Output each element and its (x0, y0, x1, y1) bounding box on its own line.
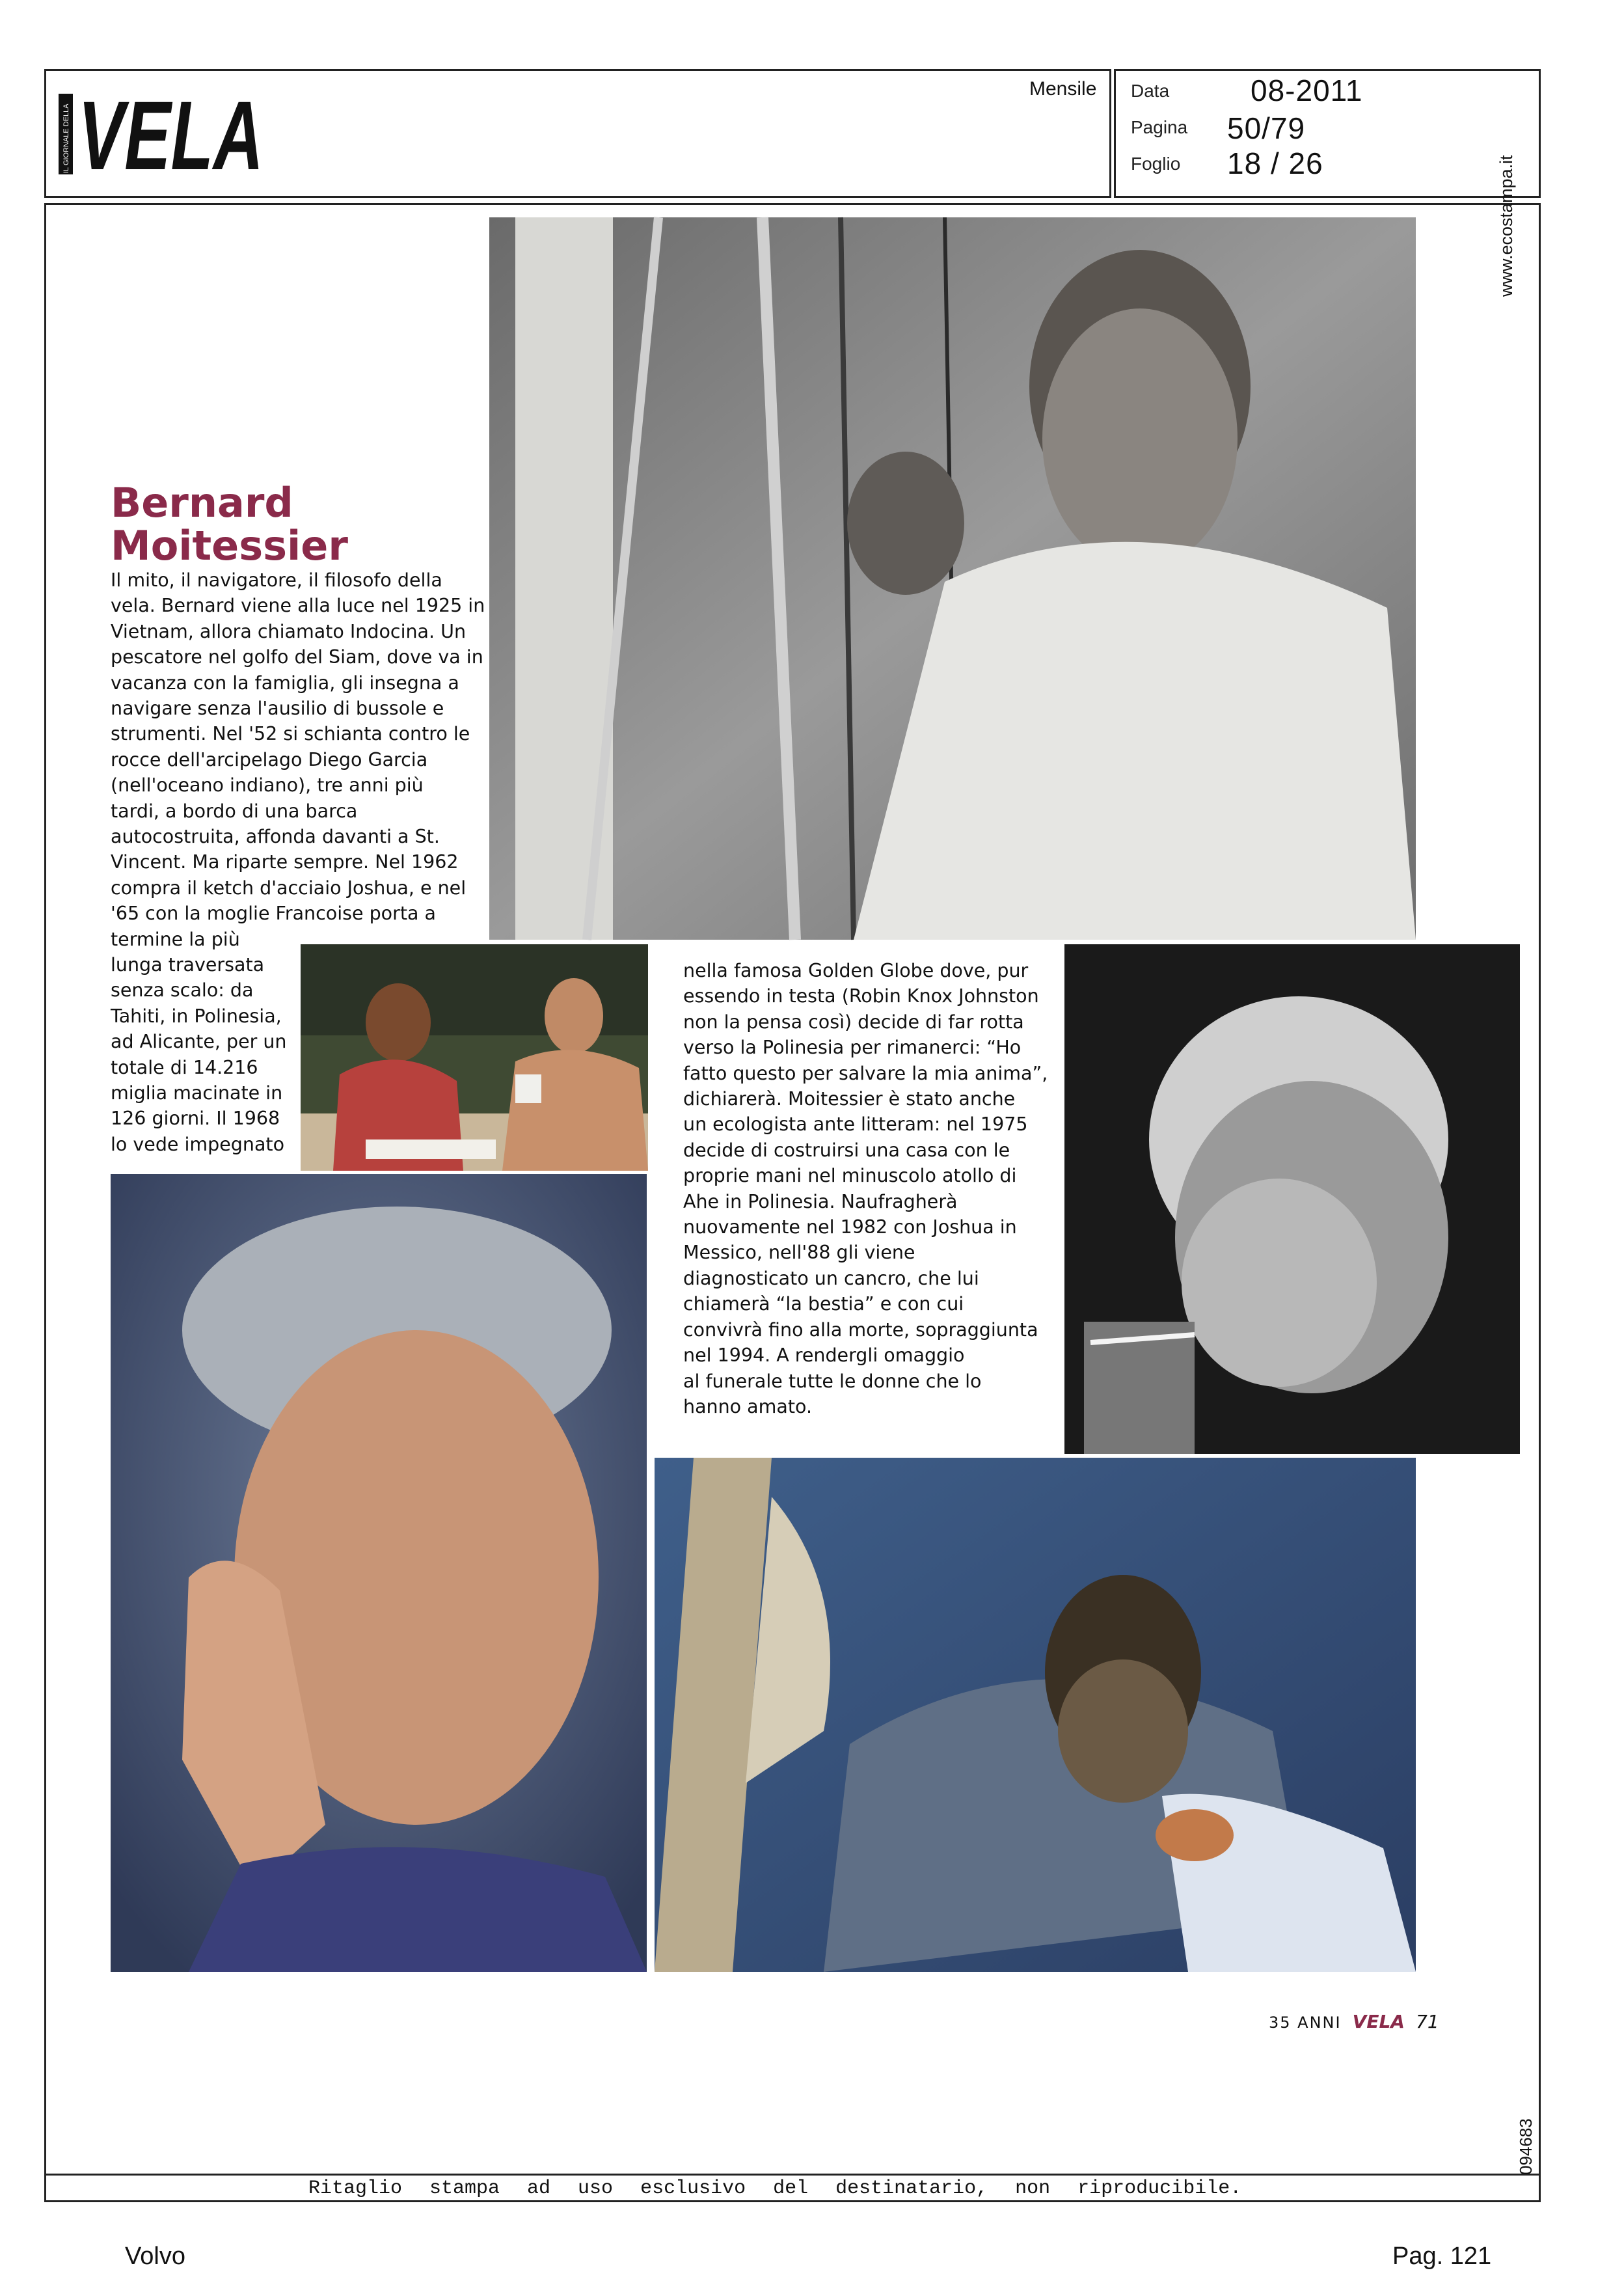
frequency-label: Mensile (1029, 78, 1097, 100)
logo-side-text: IL GIORNALE DELLA (62, 103, 70, 173)
article-line: senza scalo: da (111, 979, 254, 1002)
article-line: decide di costruirsi una casa con le (683, 1139, 1010, 1161)
client-name: Volvo (125, 2243, 185, 2270)
photo-sailor-on-deck (655, 1458, 1416, 1972)
notice-divider (46, 2174, 1539, 2176)
article-line: navigare senza l'ausilio di bussole e (111, 698, 444, 720)
article-line: pescatore nel golfo del Siam, dove va in (111, 646, 483, 668)
article-line: 126 giorni. Il 1968 (111, 1108, 280, 1130)
article-line: Ahe in Polinesia. Naufragherà (683, 1190, 958, 1212)
article-line: dichiarerà. Moitessier è stato anche (683, 1088, 1016, 1110)
photo-smoking-portrait (1064, 944, 1520, 1454)
article-line: ad Alicante, per un (111, 1031, 287, 1053)
article-column-1-narrow (111, 952, 293, 1157)
vela-logo (59, 81, 267, 190)
article-line: '65 con la moglie Francoise porta a (111, 903, 436, 925)
code-side: 094683 (1516, 2118, 1536, 2175)
article-line: termine la più (111, 928, 240, 950)
photo-portrait-hand-on-cheek (111, 1174, 647, 1972)
article-line: proprie mani nel minuscolo atollo di (683, 1165, 1017, 1187)
article-column-1 (111, 567, 485, 952)
photo-sailor-at-mast (489, 217, 1416, 940)
article-line: chiamerà “la bestia” e con cui (683, 1293, 964, 1315)
title-last-name: Moitessier (111, 522, 348, 569)
article-line: diagnosticato un cancro, che lui (683, 1267, 979, 1289)
article-line: autocostruita, affonda davanti a St. (111, 826, 440, 848)
magazine-footer-logo: VELA (1352, 2011, 1405, 2032)
article-line: al funerale tutte le donne che lo (683, 1370, 982, 1392)
article-title (111, 479, 348, 569)
article-line: un ecologista ante litteram: nel 1975 (683, 1113, 1028, 1136)
article-line: nuovamente nel 1982 con Joshua in (683, 1216, 1017, 1238)
article-line: essendo in testa (Robin Knox Johnston (683, 985, 1039, 1007)
sheet-value: 18 / 26 (1227, 146, 1323, 180)
article-line: Messico, nell'88 gli viene (683, 1242, 915, 1264)
article-line: Tahiti, in Polinesia, (111, 1005, 282, 1027)
article-line: rocce dell'arcipelago Diego Garcia (111, 748, 428, 771)
clipping-notice: Ritaglio stampa ad uso esclusivo del destinatario, non riproducibile. (308, 2177, 1242, 2200)
article-line: vela. Bernard viene alla luce nel 1925 in (111, 595, 485, 617)
article-line: hanno amato. (683, 1395, 813, 1417)
page-reference: Pag. 121 (1392, 2243, 1492, 2270)
photo-couple-on-beach (301, 944, 648, 1171)
anni-label: 35 ANNI (1269, 2013, 1342, 2032)
article-line: totale di 14.216 (111, 1056, 258, 1078)
article-line: nella famosa Golden Globe dove, pur (683, 960, 1029, 981)
article-line: strumenti. Nel '52 si schianta contro le (111, 723, 470, 745)
magazine-page-footer (1269, 2011, 1439, 2032)
title-first-name: Bernard (111, 479, 293, 526)
article-column-2 (683, 958, 1048, 1419)
date-label: Data (1131, 81, 1170, 101)
date-value: 08-2011 (1251, 74, 1363, 107)
article-line: vacanza con la famiglia, gli insegna a (111, 672, 459, 694)
article-line: nel 1994. A rendergli omaggio (683, 1344, 965, 1367)
sheet-label: Foglio (1131, 154, 1181, 174)
article-line: Vincent. Ma riparte sempre. Nel 1962 (111, 851, 459, 873)
page-value: 50/79 (1227, 111, 1306, 145)
article-line: non la pensa così) decide di far rotta (683, 1011, 1024, 1033)
article-line: convivrà fino alla morte, sopraggiunta (683, 1318, 1038, 1341)
website-side: www.ecostampa.it (1496, 155, 1516, 297)
article-line: lunga traversata (111, 954, 265, 976)
article-line: (nell'oceano indiano), tre anni più (111, 774, 424, 797)
article-line: compra il ketch d'acciaio Joshua, e nel (111, 877, 467, 899)
article-line: fatto questo per salvare la mia anima”, (683, 1062, 1048, 1084)
page-label: Pagina (1131, 117, 1188, 137)
article-line: lo vede impegnato (111, 1133, 285, 1155)
article-line: verso la Polinesia per rimanerci: “Ho (683, 1037, 1022, 1059)
article-line: Vietnam, allora chiamato Indocina. Un (111, 620, 467, 642)
logo-text: VELA (78, 81, 264, 190)
article-line: Il mito, il navigatore, il filosofo della (111, 569, 442, 591)
article-line: miglia macinate in (111, 1082, 283, 1104)
article-line: tardi, a bordo di una barca (111, 800, 358, 822)
magazine-page-number: 71 (1416, 2011, 1439, 2032)
